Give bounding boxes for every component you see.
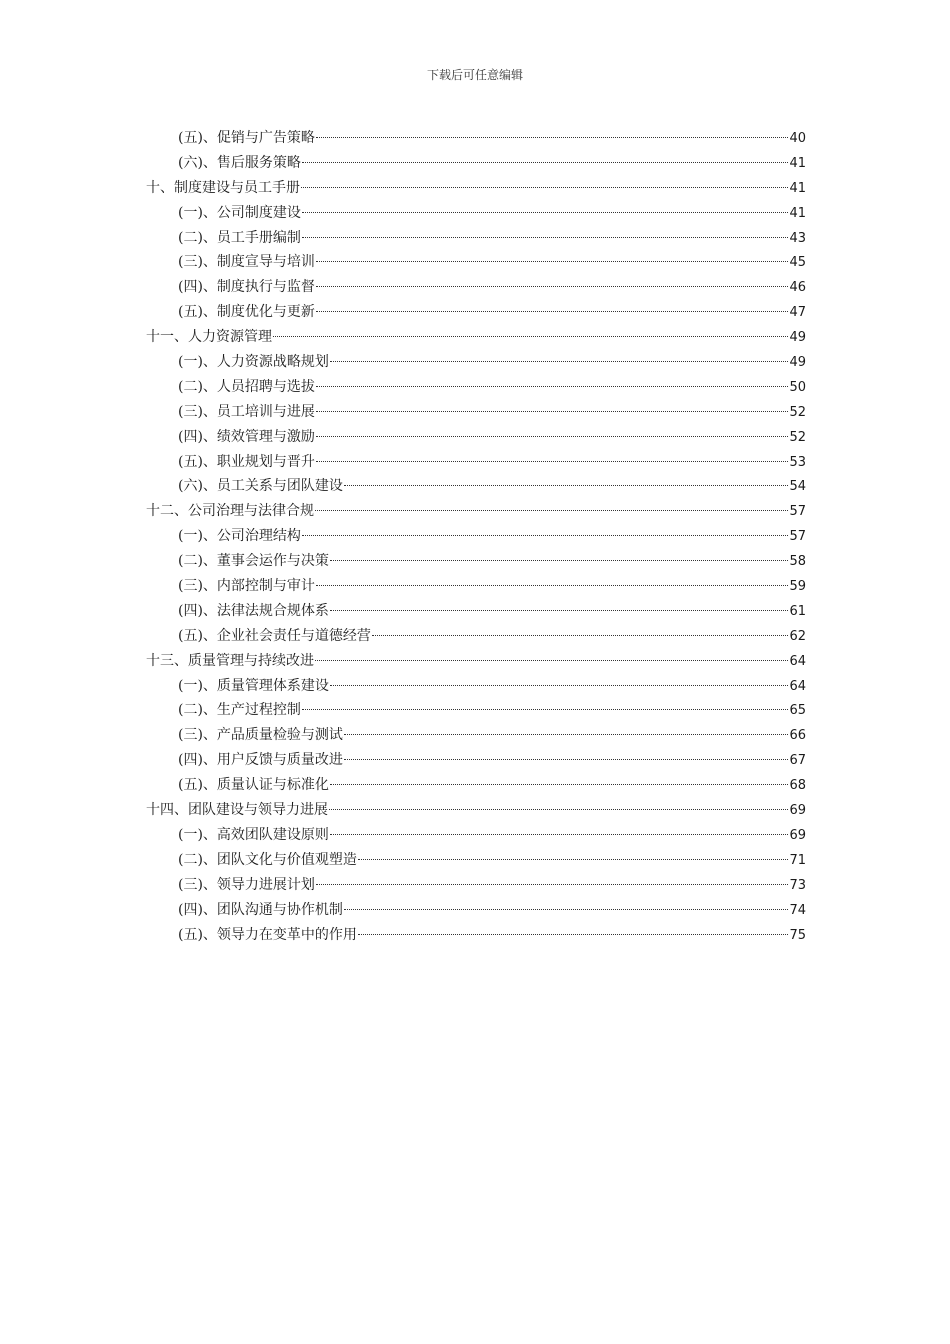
toc-page-number: 58 xyxy=(789,554,806,570)
toc-dot-leader xyxy=(273,335,788,337)
toc-dot-leader xyxy=(316,410,789,412)
toc-dot-leader xyxy=(330,609,789,611)
toc-page-number: 52 xyxy=(789,404,806,420)
toc-page-number: 46 xyxy=(789,280,806,296)
toc-entry-title: 十三、质量管理与持续改进 xyxy=(146,652,314,669)
toc-section-entry[interactable] xyxy=(146,201,806,226)
toc-entry-title: (三)、产品质量检验与测试 xyxy=(178,727,343,744)
toc-dot-leader xyxy=(329,808,788,810)
toc-section-entry[interactable] xyxy=(146,698,806,723)
page-header: 下载后可任意编辑 xyxy=(426,68,523,82)
toc-entry-title: (五)、促销与广告策略 xyxy=(178,130,315,146)
toc-dot-leader xyxy=(330,783,789,785)
toc-entry-title: (二)、生产过程控制 xyxy=(178,702,301,719)
toc-dot-leader xyxy=(316,460,789,462)
toc-entry-title: (一)、高效团队建设原则 xyxy=(178,826,329,843)
toc-chapter-entry[interactable] xyxy=(146,649,806,674)
toc-page-number: 40 xyxy=(789,131,806,146)
toc-page-number: 52 xyxy=(789,429,806,445)
toc-section-entry[interactable] xyxy=(146,474,806,499)
toc-entry-title: (四)、法律法规合规体系 xyxy=(178,602,329,619)
toc-page-number: 74 xyxy=(789,902,806,918)
toc-chapter-entry[interactable] xyxy=(146,499,806,524)
toc-section-entry[interactable] xyxy=(146,624,806,649)
toc-dot-leader xyxy=(316,584,789,586)
toc-section-entry[interactable] xyxy=(146,126,806,151)
toc-dot-leader xyxy=(330,559,789,561)
toc-section-entry[interactable] xyxy=(146,674,806,699)
toc-page-number: 41 xyxy=(789,155,806,171)
toc-page-number: 71 xyxy=(789,852,806,868)
toc-entry-title: (二)、董事会运作与决策 xyxy=(178,553,329,570)
toc-section-entry[interactable] xyxy=(146,923,806,948)
toc-page-number: 57 xyxy=(789,504,806,520)
toc-entry-title: (二)、人员招聘与选拔 xyxy=(178,378,315,395)
toc-entry-title: (一)、公司制度建设 xyxy=(178,204,301,221)
toc-dot-leader xyxy=(330,360,789,362)
toc-page-number: 59 xyxy=(789,579,806,595)
toc-dot-leader xyxy=(302,161,789,163)
toc-page-number: 53 xyxy=(789,454,806,470)
toc-entry-title: (四)、制度执行与监督 xyxy=(178,279,315,296)
toc-page-number: 50 xyxy=(789,379,806,395)
toc-entry-title: (四)、绩效管理与激励 xyxy=(178,428,315,445)
toc-chapter-entry[interactable] xyxy=(146,176,806,201)
toc-dot-leader xyxy=(316,260,789,262)
toc-section-entry[interactable] xyxy=(146,350,806,375)
toc-page-number: 61 xyxy=(789,603,806,619)
toc-section-entry[interactable] xyxy=(146,151,806,176)
toc-dot-leader xyxy=(344,733,789,735)
toc-entry-title: 十二、公司治理与法律合规 xyxy=(146,503,314,520)
toc-page-number: 75 xyxy=(789,927,806,943)
toc-chapter-entry[interactable] xyxy=(146,325,806,350)
toc-dot-leader xyxy=(316,883,789,885)
toc-dot-leader xyxy=(302,534,789,536)
toc-dot-leader xyxy=(301,186,788,188)
toc-page-number: 62 xyxy=(789,628,806,644)
toc-page-number: 45 xyxy=(789,255,806,271)
toc-entry-title: (三)、领导力进展计划 xyxy=(178,876,315,893)
toc-section-entry[interactable] xyxy=(146,599,806,624)
toc-dot-leader xyxy=(344,484,789,486)
toc-entry-title: 十、制度建设与员工手册 xyxy=(146,179,300,196)
toc-section-entry[interactable] xyxy=(146,226,806,251)
toc-page-number: 66 xyxy=(789,728,806,744)
toc-page-number: 47 xyxy=(789,305,806,321)
toc-page-number: 68 xyxy=(789,778,806,794)
toc-entry-title: (二)、团队文化与价值观塑造 xyxy=(178,851,357,868)
toc-dot-leader xyxy=(316,310,789,312)
toc-dot-leader xyxy=(330,833,789,835)
toc-section-entry[interactable] xyxy=(146,574,806,599)
toc-dot-leader xyxy=(316,435,789,437)
toc-entry-title: (四)、用户反馈与质量改进 xyxy=(178,752,343,769)
toc-entry-title: (一)、质量管理体系建设 xyxy=(178,677,329,694)
toc-page-number: 49 xyxy=(789,330,806,346)
toc-dot-leader xyxy=(358,858,789,860)
toc-section-entry[interactable] xyxy=(146,848,806,873)
toc-page-number: 69 xyxy=(789,803,806,819)
toc-section-entry[interactable] xyxy=(146,549,806,574)
toc-dot-leader xyxy=(316,136,789,138)
toc-section-entry[interactable] xyxy=(146,300,806,325)
toc-page-number: 65 xyxy=(789,703,806,719)
toc-section-entry[interactable] xyxy=(146,524,806,549)
toc-section-entry[interactable] xyxy=(146,450,806,475)
toc-entry-title: (一)、公司治理结构 xyxy=(178,528,301,545)
toc-page-number: 64 xyxy=(789,653,806,669)
toc-dot-leader xyxy=(302,236,789,238)
toc-entry-title: (四)、团队沟通与协作机制 xyxy=(178,901,343,918)
toc-dot-leader xyxy=(344,758,789,760)
toc-entry-title: (五)、制度优化与更新 xyxy=(178,304,315,321)
toc-section-entry[interactable] xyxy=(146,250,806,275)
toc-page-number: 69 xyxy=(789,827,806,843)
toc-section-entry[interactable] xyxy=(146,823,806,848)
toc-dot-leader xyxy=(302,211,789,213)
toc-page-number: 67 xyxy=(789,753,806,769)
toc-section-entry[interactable] xyxy=(146,873,806,898)
toc-dot-leader xyxy=(315,659,788,661)
toc-section-entry[interactable] xyxy=(146,400,806,425)
toc-dot-leader xyxy=(316,385,789,387)
toc-section-entry[interactable] xyxy=(146,375,806,400)
toc-section-entry[interactable] xyxy=(146,425,806,450)
toc-dot-leader xyxy=(358,933,789,935)
toc-entry-title: 十一、人力资源管理 xyxy=(146,329,272,346)
toc-dot-leader xyxy=(315,509,788,511)
toc-entry-title: (五)、质量认证与标准化 xyxy=(178,777,329,794)
toc-entry-title: 十四、团队建设与领导力进展 xyxy=(146,802,328,819)
toc-section-entry[interactable] xyxy=(146,723,806,748)
toc-page-number: 64 xyxy=(789,678,806,694)
toc-chapter-entry[interactable] xyxy=(146,798,806,823)
toc-page-number: 73 xyxy=(789,877,806,893)
toc-section-entry[interactable] xyxy=(146,275,806,300)
toc-section-entry[interactable] xyxy=(146,748,806,773)
toc-entry-title: (五)、企业社会责任与道德经营 xyxy=(178,627,371,644)
toc-page-number: 41 xyxy=(789,180,806,196)
toc-dot-leader xyxy=(372,634,789,636)
toc-entry-title: (三)、内部控制与审计 xyxy=(178,578,315,595)
toc-entry-title: (二)、员工手册编制 xyxy=(178,229,301,246)
toc-page-number: 49 xyxy=(789,355,806,371)
toc-page-number: 41 xyxy=(789,205,806,221)
toc-entry-title: (三)、制度宣导与培训 xyxy=(178,254,315,271)
toc-dot-leader xyxy=(330,684,789,686)
toc-section-entry[interactable] xyxy=(146,773,806,798)
toc-page-number: 43 xyxy=(789,230,806,246)
toc-entry-title: (三)、员工培训与进展 xyxy=(178,403,315,420)
table-of-contents xyxy=(146,126,806,947)
toc-page-number: 54 xyxy=(789,479,806,495)
toc-section-entry[interactable] xyxy=(146,898,806,923)
toc-dot-leader xyxy=(302,708,789,710)
toc-page-number: 57 xyxy=(789,529,806,545)
toc-entry-title: (五)、职业规划与晋升 xyxy=(178,453,315,470)
toc-dot-leader xyxy=(316,285,789,287)
toc-entry-title: (六)、员工关系与团队建设 xyxy=(178,478,343,495)
toc-entry-title: (六)、售后服务策略 xyxy=(178,154,301,171)
toc-dot-leader xyxy=(344,908,789,910)
toc-entry-title: (五)、领导力在变革中的作用 xyxy=(178,926,357,943)
toc-entry-title: (一)、人力资源战略规划 xyxy=(178,354,329,371)
